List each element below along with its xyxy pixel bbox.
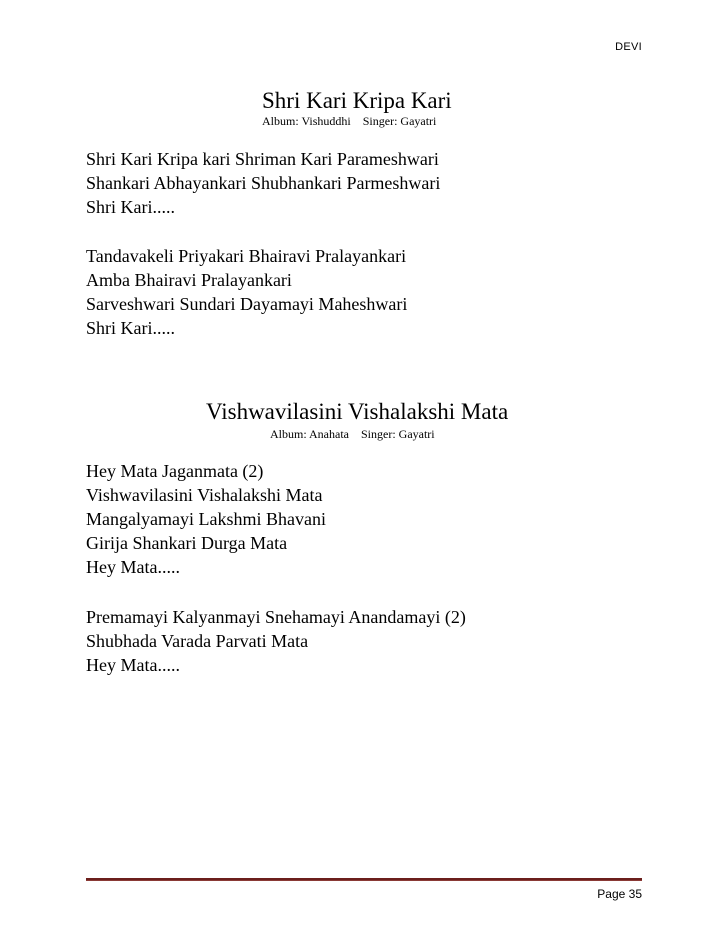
album-label: Album: Vishuddhi (262, 114, 351, 128)
lyric-line: Shri Kari Kripa kari Shriman Kari Parameshwari (86, 149, 439, 169)
stanza (86, 147, 440, 219)
page-number: Page 35 (597, 887, 642, 901)
lyric-line: Amba Bhairavi Pralayankari (86, 270, 292, 290)
album-label: Album: Anahata (270, 427, 349, 441)
lyric-line: Shri Kari..... (86, 318, 175, 338)
lyric-line: Hey Mata..... (86, 557, 180, 577)
lyric-line: Tandavakeli Priyakari Bhairavi Pralayankari (86, 246, 407, 266)
song-title: Shri Kari Kripa Kari (262, 88, 452, 113)
lyric-line: Hey Mata Jaganmata (2) (86, 461, 264, 481)
lyric-line: Hey Mata..... (86, 655, 180, 675)
song-meta (270, 428, 435, 440)
singer-label: Singer: Gayatri (360, 427, 435, 441)
stanza (86, 605, 466, 677)
singer-label: Singer: Gayatri (362, 114, 437, 128)
lyric-line: Shankari Abhayankari Shubhankari Parmeshwari (86, 173, 441, 193)
lyric-line: Shri Kari..... (86, 197, 175, 217)
stanza (86, 459, 326, 579)
footer-divider (86, 878, 642, 881)
stanza (86, 244, 407, 340)
lyric-line: Girija Shankari Durga Mata (86, 533, 288, 553)
song-meta (262, 115, 436, 127)
lyric-line: Shubhada Varada Parvati Mata (86, 631, 309, 651)
lyric-line: Mangalyamayi Lakshmi Bhavani (86, 509, 326, 529)
song-title: Vishwavilasini Vishalakshi Mata (206, 399, 509, 424)
lyric-line: Sarveshwari Sundari Dayamayi Maheshwari (86, 294, 408, 314)
running-header: DEVI (615, 41, 642, 53)
lyric-line: Premamayi Kalyanmayi Snehamayi Anandamayi (2) (86, 607, 466, 627)
lyric-line: Vishwavilasini Vishalakshi Mata (86, 485, 323, 505)
